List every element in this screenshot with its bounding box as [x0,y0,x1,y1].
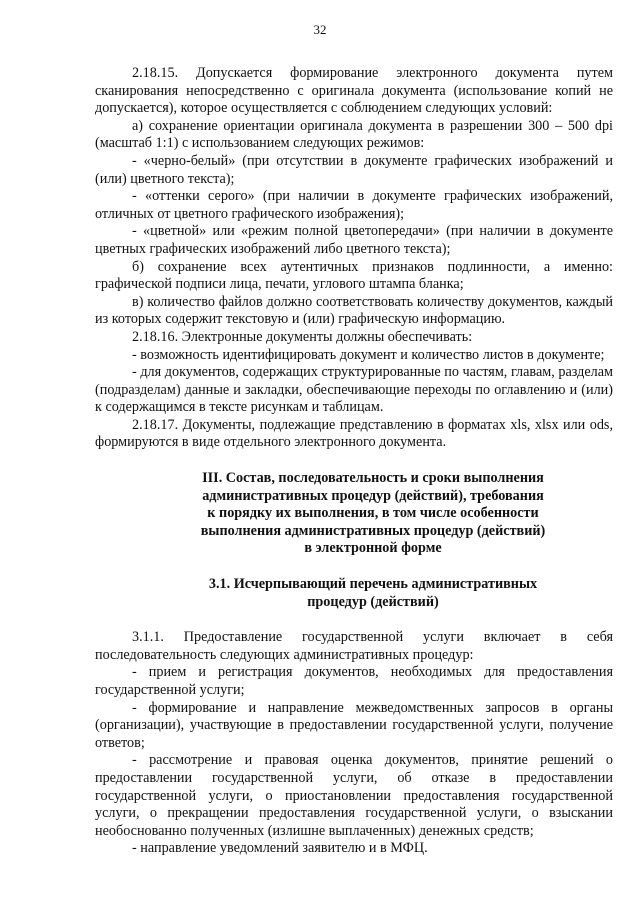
section-heading-line: к порядку их выполнения, в том числе особенности [207,505,539,522]
section-heading-line: III. Состав, последовательность и сроки выполнения [202,470,544,487]
subsection-heading-line: процедур (действий) [307,593,439,610]
procedure-item: - прием и регистрация документов, необходимых для предоставления государственной услуги; [95,664,613,698]
subsection-heading-line: 3.1. Исчерпывающий перечень административных [208,576,538,593]
requirement-structured: - для документов, содержащих структурированные по частям, главам, разделам (подразделам) данные и закладки, обеспечивающие переходы по оглавлению и (или) к содержащимся в тексте рисункам и таблицам. [95,364,613,416]
mode-black-white: - «черно-белый» (при отсутствии в документе графических изображений и (или) цветного текста); [95,152,613,187]
paragraph-2-18-16: 2.18.16. Электронные документы должны обеспечивать: [132,328,473,345]
procedure-item: - рассмотрение и правовая оценка документов, принятие решений о предоставлении государственной услуги, об отказе в предоставлении государственной услуги, о приостановлении предоставления государственной услуги, о прекращении предоставления государственной услуги, о взыскании необоснованно полученных (излишне выплаченных) денежных средств; [95,752,613,839]
paragraph-2-18-17: 2.18.17. Документы, подлежащие представлению в форматах xls, xlsx или ods, формируются в виде отдельного электронного документа. [95,416,613,451]
condition-v: в) количество файлов должно соответствовать количеству документов, каждый из которых содержит текстовую и (или) графическую информацию. [95,293,613,328]
procedure-item: - направление уведомлений заявителю и в МФЦ. [132,840,428,857]
paragraph-3-1-1: 3.1.1. Предоставление государственной услуги включает в себя последовательность следующих административных процедур: [95,629,613,663]
page-number: 32 [313,22,327,37]
procedure-item: - формирование и направление межведомственных запросов в органы (организации), участвующие в предоставлении государственной услуги, получение ответов; [95,699,613,751]
subsection-heading [95,576,613,611]
section-heading-line: в электронной форме [304,540,442,557]
document-body [95,65,613,858]
requirement-identify: - возможность идентифицировать документ и количество листов в документе; [132,346,605,363]
section-heading-line: выполнения административных процедур (действий) [200,522,546,539]
mode-color: - «цветной» или «режим полной цветопередачи» (при наличии в документе цветных графических изображений либо цветного текста); [95,223,613,257]
section-heading [95,470,613,558]
paragraph-2-18-15: 2.18.15. Допускается формирование электронного документа путем сканирования непосредственно с оригинала документа (использование копий не допускается), которое осуществляется с соблюдением следующих условий: [95,65,613,117]
condition-a: а) сохранение ориентации оригинала документа в разрешении 300 – 500 dpi (масштаб 1:1) с использованием следующих режимов: [95,117,613,152]
condition-b: б) сохранение всех аутентичных признаков подлинности, а именно: графической подписи лица, печати, углового штампа бланка; [95,258,613,293]
mode-grayscale: - «оттенки серого» (при наличии в документе графических изображений, отличных от цветного графического изображения); [95,188,613,222]
section-heading-line: административных процедур (действий), требования [202,487,544,504]
